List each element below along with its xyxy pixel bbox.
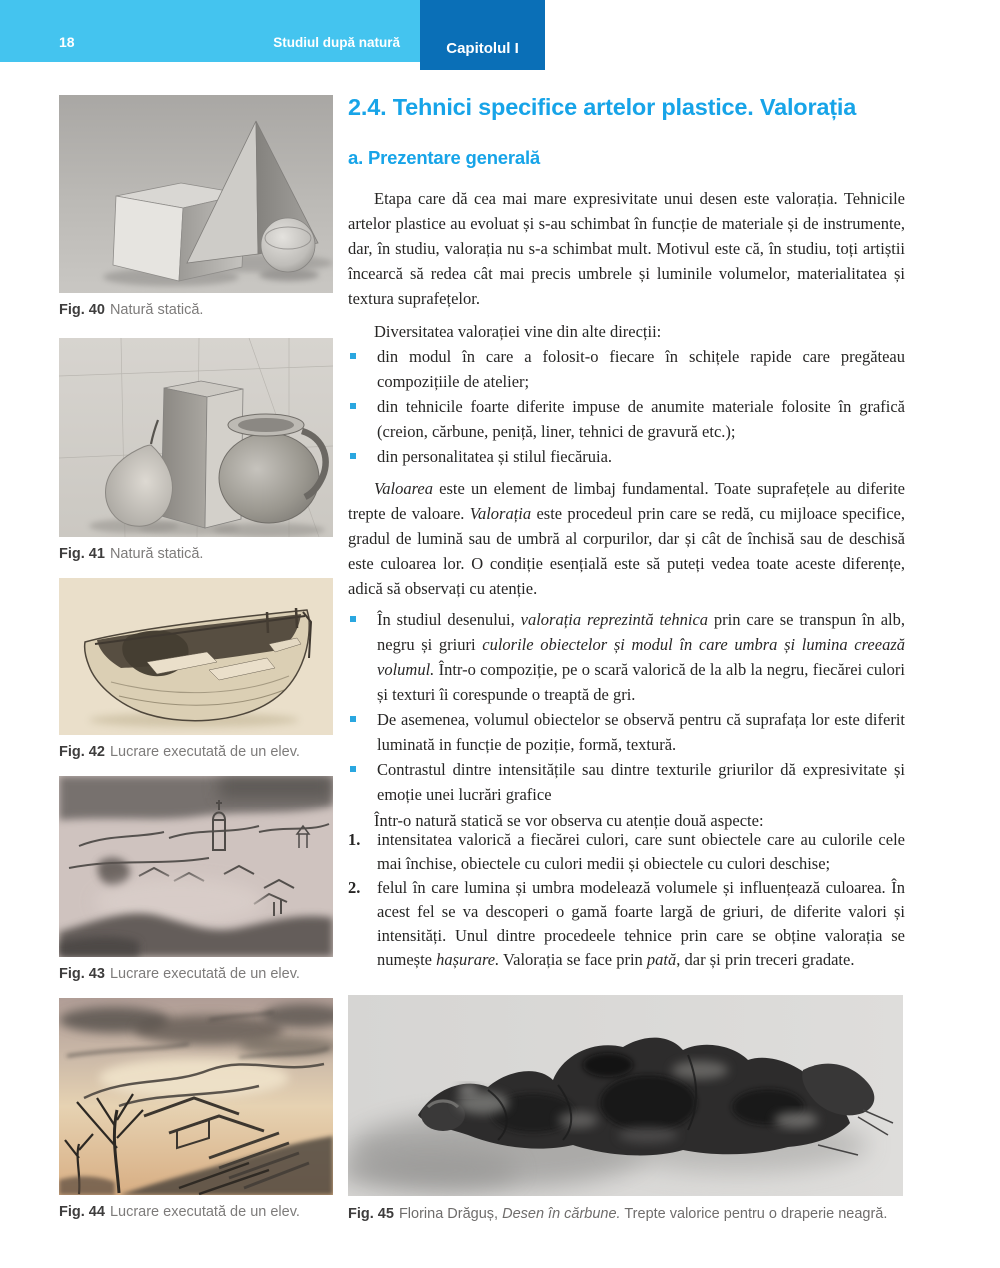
- numbered-list-aspects: [348, 828, 905, 972]
- list-item: din personalitatea și stilul fiecăruia.: [348, 444, 905, 469]
- figure-41: [59, 338, 333, 563]
- fig44-sepia-landscape-drawing: [59, 998, 333, 1195]
- chapter-label: Capitolul I: [446, 40, 519, 57]
- fig41-caption: Fig. 41 Natură statică.: [59, 546, 204, 562]
- figure-40: [59, 95, 333, 319]
- fig43-caption: Fig. 43 Lucrare executată de un elev.: [59, 966, 300, 982]
- paragraph-diversity-intro: Diversitatea valorației vine din alte direcții:: [374, 322, 662, 341]
- list-item: din tehnicile foarte diferite impuse de anumite materiale folosite în grafică (creion, cărbune, peniță, liner, tehnici de gravură etc.);: [348, 394, 905, 444]
- list-item: 2. felul în care lumina și umbra modelează volumele și influențează culoarea. În acest fel se va descoperi o gamă foarte largă de griuri, de diferite valori și intensități. Unul dintre procedeele tehnice prin care se obține valorația se numește hașurare. Valorația se face prin pată, dar și prin treceri gradate.: [348, 878, 905, 969]
- fig44-label: Fig. 44: [59, 1204, 105, 1220]
- bullet-square-icon: [350, 616, 356, 622]
- list-item: În studiul desenului, valorația reprezintă tehnica prin care se transpun în alb, negru și griuri culorile obiectelor și modul în care umbra și lumina creează volumul. Într-o compoziție, pe o scară valorică de la alb la negru, fiecărei culori și texturi îi corespunde o treaptă de gri.: [348, 607, 905, 707]
- bullet-square-icon: [350, 766, 356, 772]
- section-title: Studiul după natură: [273, 35, 400, 50]
- chapter-tab: [420, 0, 545, 70]
- figure-42: [59, 578, 333, 761]
- paragraph-intro: Etapa care dă cea mai mare expresivitate unui desen este valorația. Tehnicile artelor plastice au evoluat și s-au schimbat în funcție de materiale și de instrumente, dar, în studiu, valorația nu s-a schimbat mult. Motivul este că, în studiu, toți artiștii încearcă să redea cât mai precis umbrele și luminile volumelor, materialitatea și textura suprafețelor.: [348, 189, 905, 308]
- list-number: 2.: [348, 878, 361, 897]
- fig42-boat-drawing: [59, 578, 333, 735]
- bullet-list-study: [348, 607, 905, 807]
- page-number: 18: [59, 34, 75, 50]
- list-item: Contrastul dintre intensitățile sau dintre texturile griurilor dă expresivitate și emoție unei lucrări grafice: [348, 757, 905, 807]
- fig40-geometric-still-life-drawing: [59, 95, 333, 293]
- bullet-square-icon: [350, 353, 356, 359]
- paragraph-aspects-intro: Într-o natură statică se vor observa cu atenție două aspecte:: [374, 811, 764, 830]
- fig40-caption: Fig. 40 Natură statică.: [59, 302, 204, 318]
- paragraph-valoarea: Valoarea este un element de limbaj fundamental. Toate suprafețele au diferite trepte de valoare. Valorația este procedeul prin care se redă, cu mijloace specifice, gradul de lumină sau de umbră al corpurilor, dar și cât de închisă sau de deschisă este culoarea lor. O condiție esențială este să puteți vedea toate aceste diferențe, adică să observați cu atenție.: [348, 479, 905, 598]
- fig40-label: Fig. 40: [59, 302, 105, 318]
- list-item: din modul în care a folosit-o fiecare în schițele rapide care pregăteau compozițiile de atelier;: [348, 344, 905, 394]
- header-bar: [0, 0, 420, 62]
- fig45-label: Fig. 45: [348, 1206, 394, 1222]
- article-subtitle: a. Prezentare generală: [348, 147, 541, 168]
- fig44-caption: Fig. 44 Lucrare executată de un elev.: [59, 1204, 300, 1220]
- fig45-caption: Fig. 45 Florina Drăguș, Desen în cărbune. Trepte valorice pentru o draperie neagră.: [348, 1206, 888, 1222]
- bullet-list-diversity: [348, 344, 905, 469]
- article-title: 2.4. Tehnici specifice artelor plastice. Valorația: [348, 94, 857, 120]
- bullet-square-icon: [350, 716, 356, 722]
- fig42-caption: Fig. 42 Lucrare executată de un elev.: [59, 744, 300, 760]
- fig43-label: Fig. 43: [59, 966, 105, 982]
- figure-43: [59, 776, 333, 983]
- list-item: De asemenea, volumul obiectelor se observă pentru că suprafața lor este diferit luminată in funcție de poziție, formă, textură.: [348, 707, 905, 757]
- list-number: 1.: [348, 830, 361, 849]
- fig43-village-landscape-drawing: [59, 776, 333, 957]
- fig41-label: Fig. 41: [59, 546, 105, 562]
- bullet-square-icon: [350, 403, 356, 409]
- fig41-pear-jug-drawing: [59, 338, 333, 537]
- list-item: 1. intensitatea valorică a fiecărei culori, care sunt obiectele care au culorile cele mai închise, obiectele cu culori medii și obiectele cu culori deschise;: [348, 830, 905, 873]
- fig42-label: Fig. 42: [59, 744, 105, 760]
- fig45-charcoal-drapery-drawing: [348, 995, 903, 1196]
- bullet-square-icon: [350, 453, 356, 459]
- figure-44: [59, 998, 333, 1221]
